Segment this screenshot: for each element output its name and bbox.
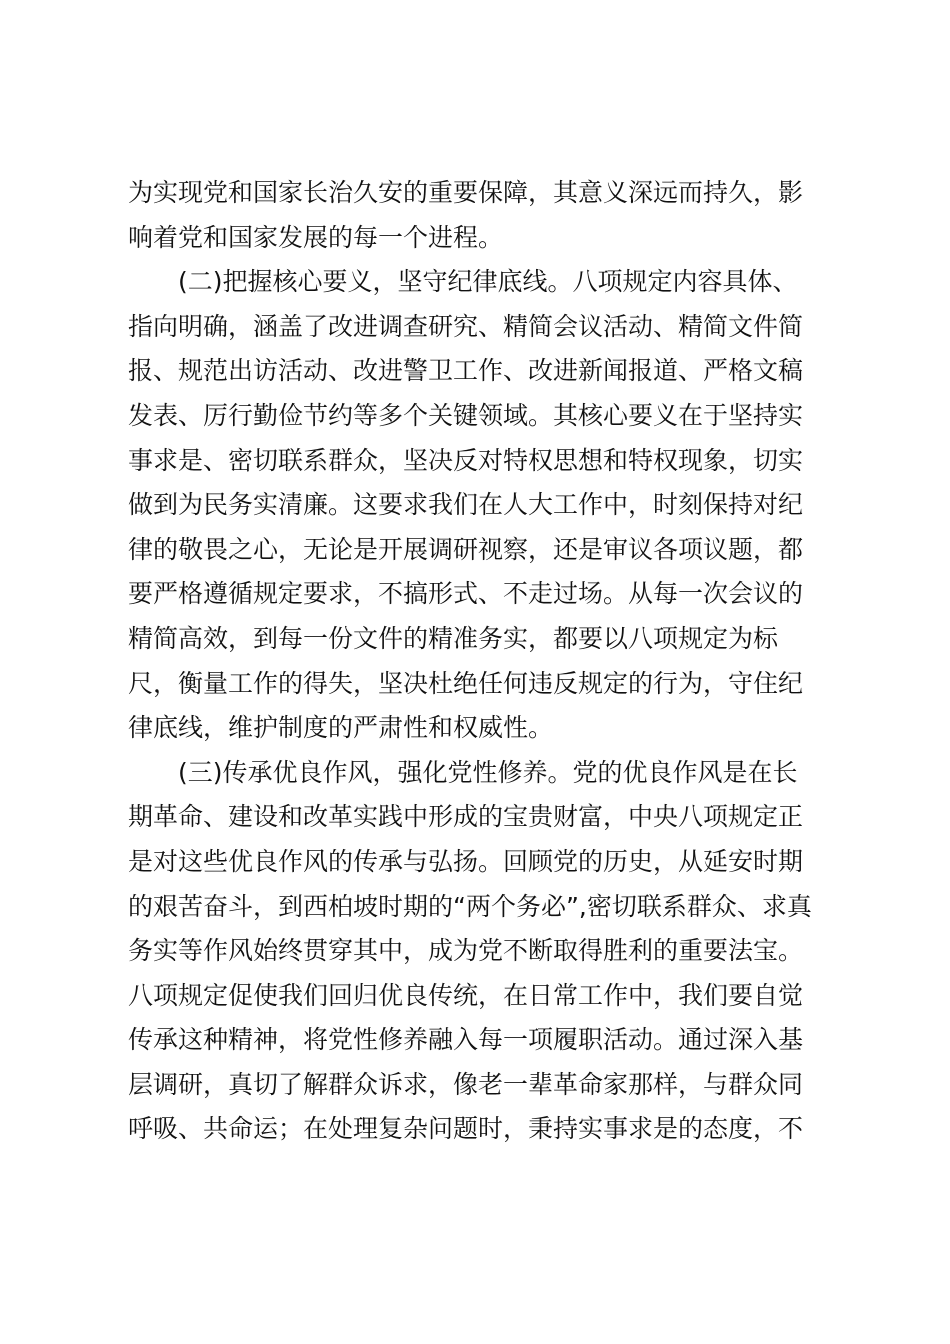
text-line: 事求是、密切联系群众，坚决反对特权思想和特权现象，切实 [128, 445, 804, 475]
section-heading-line: (三)传承优良作风，强化党性修养。党的优良作风是在长 [178, 757, 798, 787]
text-line: 响着党和国家发展的每一个进程。 [128, 222, 504, 252]
text-line: 层调研，真切了解群众诉求，像老一辈革命家那样，与群众同 [128, 1069, 804, 1099]
text-line: 报、规范出访活动、改进警卫工作、改进新闻报道、严格文稿 [128, 356, 804, 386]
text-line: 是对这些优良作风的传承与弘扬。回顾党的历史，从延安时期 [128, 846, 804, 876]
text-line: 做到为民务实清廉。这要求我们在人大工作中，时刻保持对纪 [128, 490, 804, 520]
body-text [128, 171, 828, 1152]
section-heading-line: (二)把握核心要义，坚守纪律底线。八项规定内容具体、 [178, 267, 798, 297]
text-line: 律的敬畏之心，无论是开展调研视察，还是审议各项议题，都 [128, 534, 804, 564]
text-line: 尺，衡量工作的得失，坚决杜绝任何违反规定的行为，守住纪 [128, 668, 804, 698]
text-line: 精简高效，到每一份文件的精准务实，都要以八项规定为标 [128, 623, 779, 653]
text-line: 律底线，维护制度的严肃性和权威性。 [128, 713, 554, 743]
text-line: 传承这种精神，将党性修养融入每一项履职活动。通过深入基 [128, 1025, 804, 1055]
text-line: 指向明确，涵盖了改进调查研究、精简会议活动、精简文件简 [128, 311, 804, 341]
text-line: 呼吸、共命运；在处理复杂问题时，秉持实事求是的态度，不 [128, 1114, 804, 1144]
text-line: 的艰苦奋斗，到西柏坡时期的“两个务必”,密切联系群众、求真 [128, 891, 812, 921]
text-line: 务实等作风始终贯穿其中，成为党不断取得胜利的重要法宝。 [128, 936, 804, 966]
text-line: 八项规定促使我们回归优良传统，在日常工作中，我们要自觉 [128, 980, 804, 1010]
text-line: 为实现党和国家长治久安的重要保障，其意义深远而持久，影 [128, 178, 804, 207]
text-line: 期革命、建设和改革实践中形成的宝贵财富，中央八项规定正 [128, 802, 804, 832]
text-line: 要严格遵循规定要求，不搞形式、不走过场。从每一次会议的 [128, 579, 804, 609]
text-line: 发表、厉行勤俭节约等多个关键领域。其核心要义在于坚持实 [128, 400, 804, 430]
